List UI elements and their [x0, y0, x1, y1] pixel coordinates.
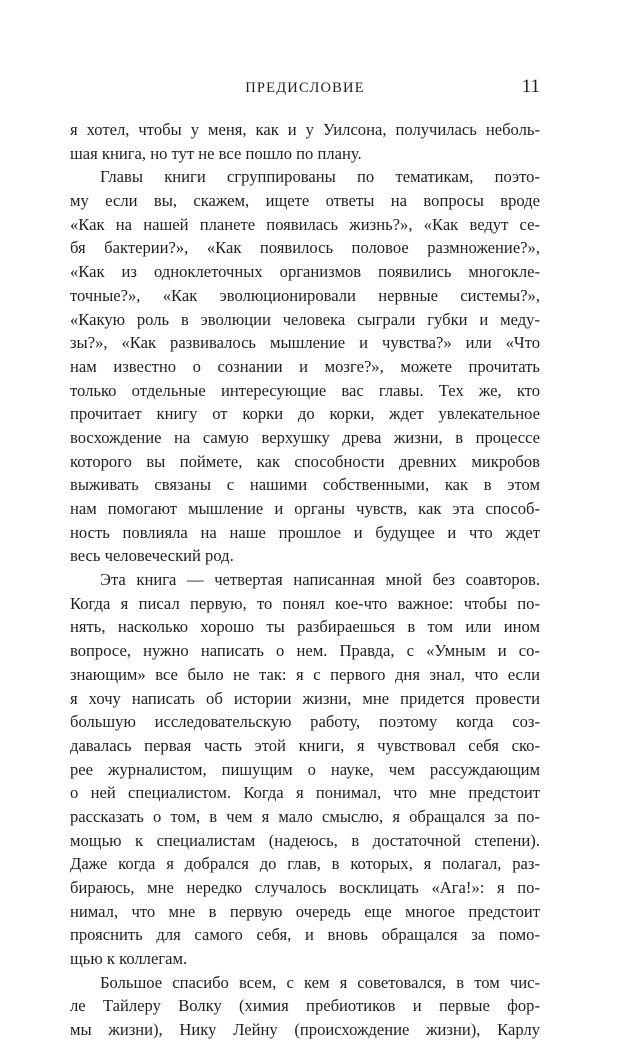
text-line: шая книга, но тут не все пошло по плану.	[70, 143, 362, 163]
text-line: прочитает книгу от корки до корки, ждет увлекательное	[70, 404, 540, 424]
page-number: 11	[521, 76, 540, 97]
text-line: «Как из одноклеточных организмов появились многокле-	[70, 262, 540, 282]
text-line: Главы книги сгруппированы по тематикам, поэто-	[100, 167, 540, 187]
text-line: о ней специалистом. Когда я понимал, что мне предстоит	[70, 783, 540, 803]
text-line: нам известно о сознании и мозге?», можете прочитать	[70, 356, 540, 376]
text-line: прояснить для самого себя, и вновь обращался за помо-	[70, 925, 540, 945]
text-line: рее журналистом, пишущим о науке, чем рассуждающим	[70, 759, 540, 779]
text-line: рассказать о том, в чем я мало смыслю, я обращался за по-	[70, 806, 540, 826]
text-line: му если вы, скажем, ищете ответы на вопросы вроде	[70, 191, 540, 211]
text-line: нять, насколько хорошо ты разбираешься в том или ином	[70, 617, 540, 637]
text-line: мы жизни), Нику Лейну (происхождение жизни), Карлу	[70, 1020, 540, 1040]
text-line: бя бактерии?», «Как появилось половое размножение?»,	[70, 238, 540, 258]
text-line: нам помогают мышление и органы чувств, как эта способ-	[70, 499, 540, 518]
text-line: весь человеческий род.	[70, 546, 234, 566]
text-line: которого вы поймете, как способности древних микробов	[70, 451, 540, 471]
text-line: вопросе, нужно написать о нем. Правда, с «Умным и со-	[70, 641, 540, 661]
text-line: я хотел, чтобы у меня, как и у Уилсона, получилась неболь-	[70, 120, 540, 139]
text-line: знающим» все было не так: я с первого дня знал, что если	[70, 664, 540, 684]
text-line: выживать связаны с нашими собственными, как в этом	[70, 475, 540, 495]
text-line: только отдельные интересующие вас главы. Тех же, кто	[70, 380, 540, 400]
text-line: Большое спасибо всем, с кем я советовался, в том чис-	[100, 972, 540, 992]
text-line: я хочу написать об истории жизни, мне придется провести	[70, 688, 540, 708]
text-line: зы?», «Как развивалось мышление и чувства?» или «Что	[70, 333, 540, 353]
text-line: щью к коллегам.	[70, 949, 188, 969]
text-line: нимал, что мне в первую очередь еще многое предстоит	[70, 901, 540, 921]
text-line: ле Тайлеру Волку (химия пребиотиков и первые фор-	[70, 996, 540, 1016]
text-line: Даже когда я добрался до глав, в которых, я полагал, раз-	[70, 854, 540, 874]
text-line: ность повлияла на наше прошлое и будущее и что ждет	[70, 522, 540, 542]
text-line: Эта книга — четвертая написанная мной без соавторов.	[100, 570, 540, 590]
text-line: мощью к специалистам (надеюсь, в достаточной степени).	[70, 830, 540, 850]
text-line: «Как на нашей планете появилась жизнь?», «Как ведут се-	[70, 214, 540, 234]
text-line: давалась первая часть этой книги, я чувствовал себя ско-	[70, 735, 540, 755]
text-line: восхождение на самую верхушку древа жизни, в процессе	[70, 427, 540, 447]
text-line: Когда я писал первую, то понял кое-что важное: чтобы по-	[70, 593, 540, 613]
text-line: бираюсь, мне нередко случалось восклицать «Ага!»: я по-	[70, 878, 540, 897]
text-line: большую исследовательскую работу, поэтому когда соз-	[70, 712, 540, 732]
running-title: ПРЕДИСЛОВИЕ	[245, 80, 365, 96]
body-text	[70, 118, 540, 1042]
text-line: точные?», «Как эволюционировали нервные системы?»,	[70, 285, 540, 305]
page-header	[70, 76, 540, 100]
text-line: «Какую роль в эволюции человека сыграли губки и меду-	[70, 309, 540, 329]
